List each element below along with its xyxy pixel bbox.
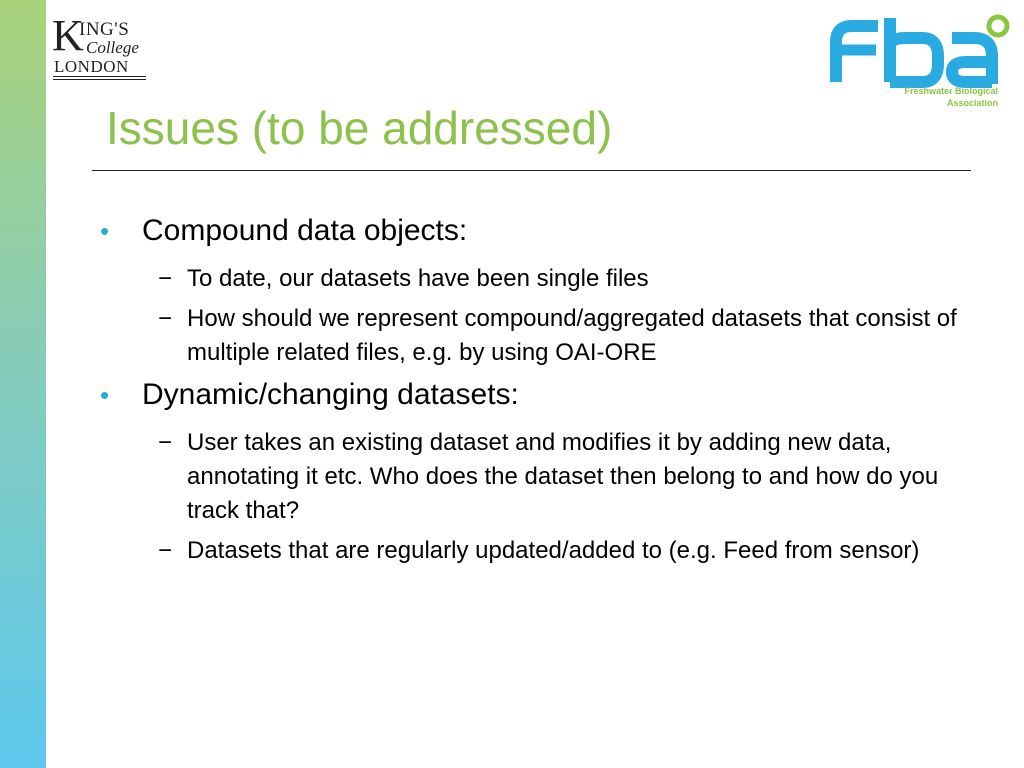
kcl-logo-line2: College <box>86 38 139 57</box>
dash-icon: − <box>158 265 173 292</box>
bullet-text: Compound data objects: <box>142 214 468 247</box>
kcl-logo-rule <box>53 79 146 80</box>
slide-title: Issues (to be addressed) <box>106 102 613 154</box>
sub-bullet-item <box>100 534 960 568</box>
sub-bullet-item <box>100 302 960 370</box>
fba-logo-subtitle-line2: Association <box>946 98 998 108</box>
kcl-logo-line3: LONDON <box>54 57 129 76</box>
dash-icon: − <box>158 429 173 456</box>
bullet-text: Dynamic/changing datasets: <box>142 378 519 411</box>
slide-body <box>100 212 960 574</box>
title-divider <box>92 170 971 171</box>
fba-logo-mark <box>826 12 1016 92</box>
bullet-item <box>100 376 960 414</box>
kcl-logo-rule <box>53 76 146 77</box>
fba-logo <box>826 12 1016 112</box>
sub-bullet-text: User takes an existing dataset and modifies it by adding new data, annotating it etc. Who does the dataset then belong to and how do you track that? <box>187 429 939 524</box>
sub-bullet-text: To date, our datasets have been single files <box>187 265 649 292</box>
kcl-logo-initial: K <box>52 11 84 60</box>
sub-bullet-text: Datasets that are regularly updated/added to (e.g. Feed from sensor) <box>187 537 920 564</box>
kings-college-london-logo <box>52 11 152 86</box>
dash-icon: − <box>158 537 173 564</box>
sub-bullet-item <box>100 262 960 296</box>
sub-bullet-item <box>100 426 960 528</box>
dash-icon: − <box>158 305 173 332</box>
bullet-item <box>100 212 960 250</box>
kcl-logo-line1: ING'S <box>79 19 130 40</box>
bullet-icon: • <box>100 380 110 410</box>
side-gradient-bar <box>0 0 46 768</box>
bullet-icon: • <box>100 216 110 246</box>
sub-bullet-text: How should we represent compound/aggregated datasets that consist of multiple related files, e.g. by using OAI-ORE <box>187 305 957 366</box>
fba-logo-subtitle-line1: Freshwater Biological <box>904 86 998 96</box>
